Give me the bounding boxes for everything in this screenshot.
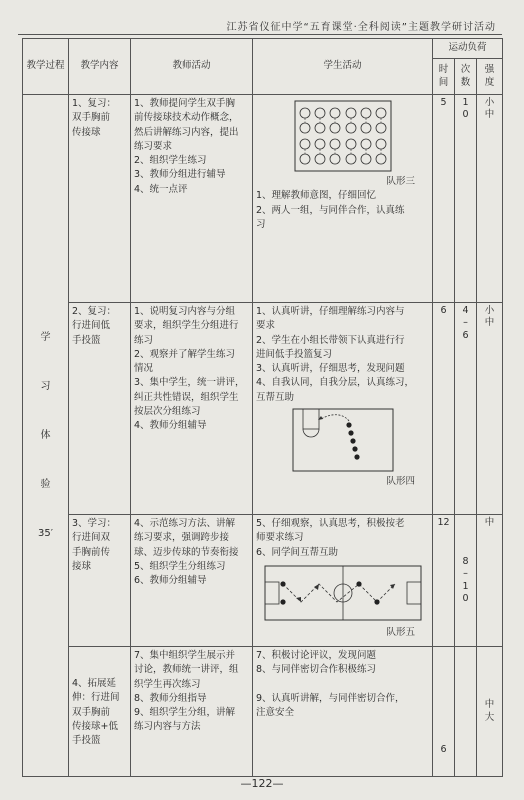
header-rule — [18, 34, 502, 35]
text-line: 6、教师分组辅导 — [134, 575, 207, 586]
time-value: 12 — [437, 517, 450, 528]
times-char: 4 — [462, 305, 469, 316]
section-4-content — [69, 647, 131, 777]
text-line: 1、教师提问学生双手胸 — [134, 98, 236, 109]
section-2-intensity — [477, 303, 503, 515]
text-line: 行进间低 — [72, 320, 111, 332]
section-1-times — [455, 95, 477, 303]
text-line: 2、组织学生练习 — [134, 155, 207, 166]
text-line: 手投篮 — [72, 735, 101, 746]
text-line: 7、集中组织学生展示并 — [134, 650, 236, 661]
header-char: 次 — [460, 64, 471, 76]
section-2-time — [433, 303, 455, 515]
header-time-label — [436, 64, 451, 89]
header-teacher: 教师活动 — [131, 39, 253, 95]
text-line: 练习内容与方法 — [134, 721, 201, 733]
figure-caption: 队形五 — [386, 626, 415, 638]
text-line — [256, 678, 429, 692]
text-line: 5、仔细观察，认真思考，积极按老 — [256, 518, 405, 529]
text-line: 然后讲解练习内容，提出 — [134, 126, 239, 138]
section-2-content — [69, 303, 131, 515]
formation-4-diagram — [291, 407, 395, 473]
text-line: 3、学习： — [72, 518, 117, 529]
text-line: 织学生再次练习 — [134, 678, 201, 690]
text-line: 要求，组织学生分组进行 — [134, 320, 239, 332]
section-3-student — [253, 515, 433, 647]
text-line: 行进间双 — [72, 532, 111, 544]
header-char: 度 — [484, 76, 495, 88]
section-3-time — [433, 515, 455, 647]
section-1-time — [433, 95, 455, 303]
intensity-char: 中 — [484, 109, 495, 121]
text-line: 5、组织学生分组练习 — [134, 560, 226, 572]
header-student: 学生活动 — [253, 39, 433, 95]
text-line: 9、认真听讲解，与同伴密切合作， — [256, 692, 405, 704]
section-1-teacher — [131, 95, 253, 303]
section-2-times — [455, 303, 477, 515]
header-char: 强 — [484, 64, 495, 76]
section-3-teacher — [131, 515, 253, 647]
times-char: 0 — [462, 592, 469, 604]
header-content: 教学内容 — [69, 39, 131, 95]
section-1-student — [253, 95, 433, 303]
text-line: 4、教师分组辅导 — [134, 420, 207, 431]
header-intensity — [477, 59, 503, 95]
header-times — [455, 59, 477, 95]
text-line: 2、复习： — [72, 306, 117, 317]
text-line: 情况 — [134, 363, 154, 374]
text-line: 师要求练习 — [256, 532, 304, 544]
phase-label — [23, 95, 69, 777]
text-line: 纠正共性错误，组织学生 — [134, 391, 239, 403]
phase-char: 35′ — [38, 528, 53, 539]
text-line: 4、自我认同，自我分层，认真练习， — [256, 377, 415, 389]
text-line: 球、迈步传球的节奏衔接 — [134, 546, 239, 558]
formation-5-diagram — [263, 562, 423, 624]
section-2-student — [253, 303, 433, 515]
times-char: 6 — [462, 329, 469, 341]
intensity-char: 大 — [484, 711, 495, 723]
text-line: 传接球+低 — [72, 720, 118, 732]
text-line: 按层次分组练习 — [134, 405, 201, 417]
header-char: 时 — [438, 64, 449, 76]
text-line: 8、教师分组指导 — [134, 692, 207, 704]
phase-char: 习 — [40, 381, 51, 392]
times-char: 0 — [462, 109, 469, 121]
section-4-teacher — [131, 647, 253, 777]
text-line: 前传接球技术动作概念， — [134, 112, 239, 124]
text-line: 习 — [256, 218, 266, 230]
text-line: 4、拓展延 — [72, 678, 117, 689]
text-line: 双手胸前 — [72, 112, 111, 124]
section-4-times — [455, 647, 477, 777]
text-line: 2、两人一组，与同伴合作，认真练 — [256, 204, 405, 216]
intensity-char: 中 — [484, 517, 495, 528]
text-line: 伸：行进间 — [72, 692, 120, 704]
intensity-char: 中 — [484, 699, 495, 711]
text-line: 要求 — [256, 320, 276, 332]
text-line: 3、集中学生，统一讲评， — [134, 377, 245, 389]
intensity-char: 中 — [484, 317, 495, 329]
text-line: 9、组织学生分组，讲解 — [134, 707, 236, 718]
header-load: 运动负荷 — [433, 39, 503, 59]
intensity-char: 小 — [484, 305, 495, 316]
text-line: 7、积极讨论评议，发现问题 — [256, 650, 377, 661]
text-line: 进间低手投篮复习 — [256, 348, 333, 360]
header-char: 数 — [460, 76, 471, 88]
intensity-char: 小 — [484, 97, 495, 108]
header-time — [433, 59, 455, 95]
section-3-intensity — [477, 515, 503, 647]
header-times-label — [458, 64, 473, 89]
text-line: 讨论，教师统一讲评，组 — [134, 664, 239, 676]
phase-char: 体 — [40, 430, 51, 441]
figure-caption: 队形四 — [386, 475, 415, 487]
section-1-intensity — [477, 95, 503, 303]
times-char: – — [463, 568, 468, 580]
text-line: 1、理解教师意图，仔细回忆 — [256, 190, 377, 202]
section-4-time — [433, 647, 455, 777]
section-1-content — [69, 95, 131, 303]
times-char: 8 — [462, 555, 469, 567]
section-4-intensity — [477, 647, 503, 777]
text-line: 接球 — [72, 560, 92, 572]
times-char: – — [463, 317, 468, 329]
text-line: 4、统一点评 — [134, 183, 188, 195]
text-line: 互帮互助 — [256, 391, 295, 403]
times-char: 1 — [462, 97, 469, 108]
text-line: 1、说明复习内容与分组 — [134, 306, 236, 317]
text-line: 注意安全 — [256, 707, 295, 718]
phase-char: 学 — [40, 332, 51, 343]
text-line: 传接球 — [72, 126, 101, 138]
text-line: 练习要求 — [134, 140, 173, 152]
time-value: 6 — [440, 305, 447, 316]
text-line: 手胸前传 — [72, 546, 111, 558]
time-value: 5 — [440, 97, 447, 108]
text-line: 2、观察并了解学生练习 — [134, 348, 236, 360]
section-4-student — [253, 647, 433, 777]
text-line: 4、示范练习方法、讲解 — [134, 518, 236, 529]
figure-caption: 队形三 — [386, 176, 415, 187]
text-line: 练习 — [134, 334, 154, 346]
text-line: 练习要求，强调跨步接 — [134, 532, 230, 544]
section-3-content — [69, 515, 131, 647]
time-value: 6 — [440, 743, 447, 755]
header-char: 间 — [438, 76, 449, 88]
formation-3-diagram — [293, 99, 393, 173]
text-line: 手投篮 — [72, 334, 101, 346]
header-process: 教学过程 — [23, 39, 69, 95]
text-line: 3、教师分组进行辅导 — [134, 169, 226, 181]
text-line: 2、学生在小组长带领下认真进行行 — [256, 334, 405, 346]
page-number: —122— — [240, 777, 284, 790]
phase-char: 验 — [40, 479, 51, 490]
text-line: 1、复习： — [72, 98, 117, 109]
section-3-times — [455, 515, 477, 647]
header-intensity-label — [480, 64, 499, 89]
text-line: 6、同学间互帮互助 — [256, 546, 339, 558]
section-2-teacher — [131, 303, 253, 515]
times-char: 1 — [462, 580, 469, 592]
text-line: 1、认真听讲，仔细理解练习内容与 — [256, 306, 405, 317]
page-header: 江苏省仪征中学“五育课堂·全科阅读”主题教学研讨活动 — [226, 22, 496, 33]
text-line: 双手胸前 — [72, 706, 111, 718]
text-line: 3、认真听讲，仔细思考，发现问题 — [256, 363, 405, 374]
lesson-plan-table — [22, 38, 503, 777]
text-line: 8、与同伴密切合作积极练习 — [256, 664, 377, 676]
